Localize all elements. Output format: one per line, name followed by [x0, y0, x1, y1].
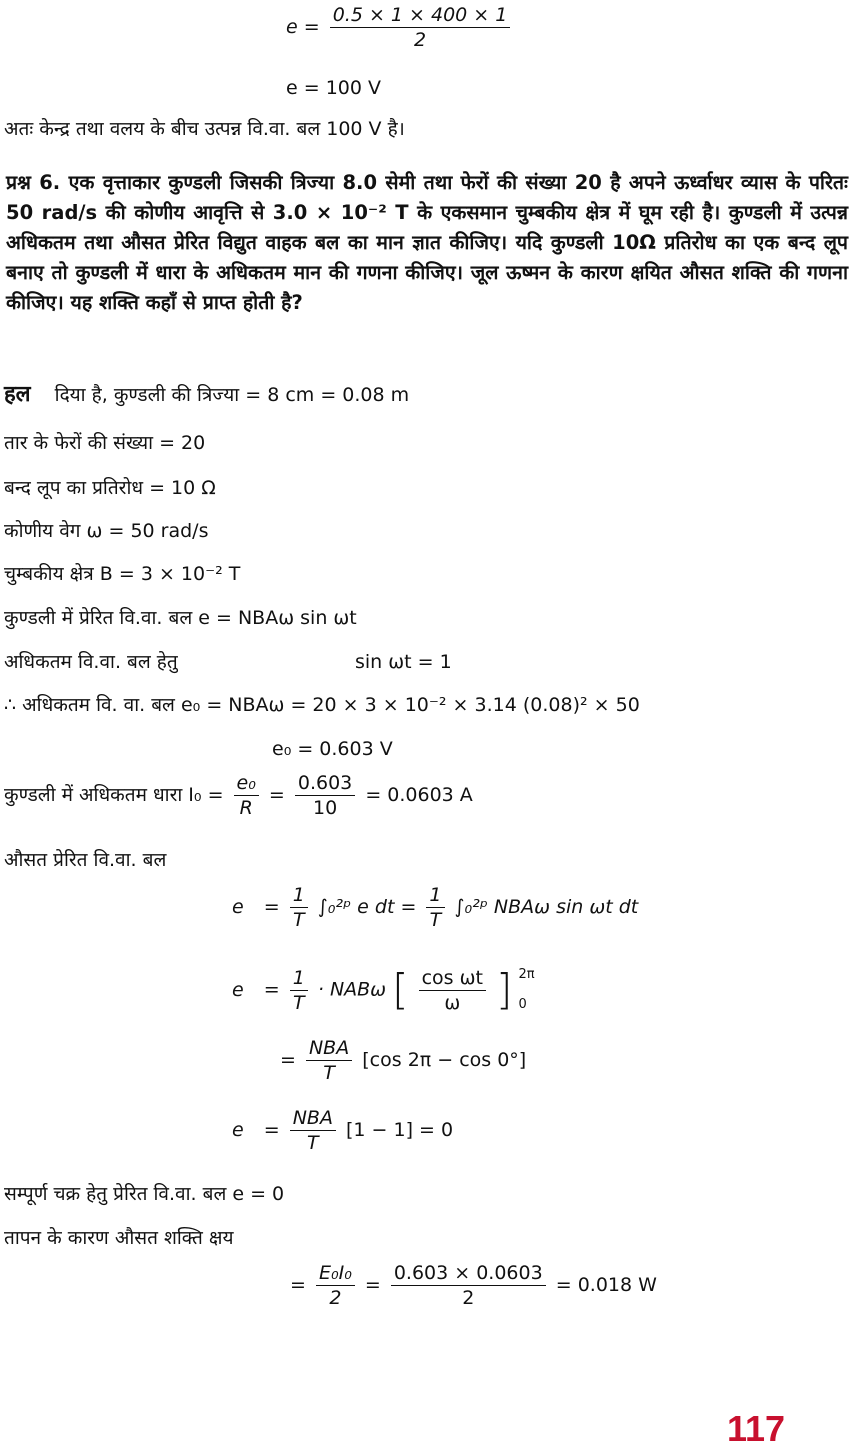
- power-loss-label: तापन के कारण औसत शक्ति क्षय: [4, 1227, 234, 1249]
- turns-line: तार के फेरों की संख्या = 20: [4, 432, 206, 454]
- average-emf-line-4: [232, 1107, 453, 1154]
- full-cycle-line: सम्पूर्ण चक्र हेतु प्रेरित वि.वा. बल e = 0: [4, 1183, 285, 1205]
- question-paragraph: [6, 168, 848, 318]
- fraction: [306, 1037, 352, 1084]
- average-emf-line-1: [232, 884, 638, 931]
- fraction: [391, 1262, 546, 1309]
- denominator: T: [429, 909, 442, 931]
- denominator: 2: [329, 1287, 342, 1309]
- equals-sign: =: [263, 896, 280, 918]
- equals-sign: =: [364, 1274, 381, 1296]
- fraction: [295, 772, 355, 819]
- given-radius: दिया है, कुण्डली की त्रिज्या = 8 cm = 0.08 m: [54, 384, 410, 406]
- denominator: T: [307, 1132, 319, 1154]
- e-fraction-line: [286, 4, 514, 51]
- fraction: [290, 967, 308, 1014]
- fraction: [234, 772, 259, 819]
- induced-emf-line: कुण्डली में प्रेरित वि.वा. बल e = NBAω sin ωt: [4, 607, 357, 629]
- denominator: 2: [462, 1287, 475, 1309]
- e-symbol: e: [232, 978, 244, 1001]
- numerator: 0.603: [295, 772, 355, 796]
- numerator: 0.603 × 0.0603: [391, 1262, 546, 1286]
- denominator: 2: [413, 29, 427, 51]
- equals-sign: =: [268, 784, 285, 806]
- integral-expression: ∫₀²ᵖ NBAω sin ωt dt: [454, 896, 639, 918]
- e-lhs: e =: [286, 16, 320, 38]
- average-emf-line-3: [280, 1037, 526, 1084]
- solution-line-radius: [4, 383, 409, 407]
- magnetic-field-line: चुम्बकीय क्षेत्र B = 3 × 10⁻² T: [4, 563, 241, 585]
- denominator: T: [292, 909, 305, 931]
- max-emf-line: ∴ अधिकतम वि. वा. बल e₀ = NBAω = 20 × 3 × 10⁻² × 3.14 (0.08)² × 50: [4, 694, 640, 716]
- equals-sign: =: [280, 1049, 296, 1071]
- resistance-line: बन्द लूप का प्रतिरोध = 10 Ω: [4, 477, 216, 499]
- page-number: 117: [727, 1408, 786, 1449]
- solution-label: हल: [4, 382, 31, 407]
- power-loss-result: = 0.018 W: [555, 1274, 657, 1296]
- numerator: 1: [290, 884, 308, 908]
- average-emf-zero: [1 − 1] = 0: [346, 1119, 454, 1141]
- conclusion-text: अतः केन्द्र तथा वलय के बीच उत्पन्न वि.वा. बल 100 V है।: [4, 118, 405, 140]
- max-current-label: कुण्डली में अधिकतम धारा I₀ =: [4, 784, 224, 806]
- max-current-line: [4, 772, 473, 819]
- denominator: T: [292, 991, 305, 1014]
- question-label: प्रश्न 6.: [6, 171, 61, 194]
- numerator: cos ωt: [419, 967, 486, 991]
- limits: [518, 960, 534, 1020]
- fraction: [330, 4, 511, 51]
- denominator: ω: [444, 991, 461, 1014]
- equals-sign: =: [263, 1119, 280, 1141]
- denominator: R: [239, 797, 253, 819]
- numerator: NBA: [306, 1037, 352, 1061]
- fraction: [290, 1107, 336, 1154]
- e-symbol: e: [232, 1119, 244, 1141]
- denominator: 10: [312, 797, 338, 819]
- max-condition-value: sin ωt = 1: [355, 651, 452, 673]
- e-symbol: e: [232, 896, 244, 918]
- upper-limit: 2π: [518, 967, 535, 982]
- nabw-term: · NABω: [317, 978, 387, 1001]
- fraction: [419, 967, 486, 1014]
- denominator: T: [323, 1062, 335, 1084]
- numerator: 0.5 × 1 × 400 × 1: [330, 4, 511, 28]
- fraction: [290, 884, 308, 931]
- integral-expression: ∫₀²ᵖ e dt =: [317, 896, 417, 918]
- lower-limit: 0: [518, 997, 527, 1012]
- equals-sign: =: [290, 1274, 306, 1296]
- fraction: [426, 884, 444, 931]
- numerator: E₀I₀: [316, 1262, 355, 1286]
- average-emf-line-2: [232, 960, 535, 1020]
- average-emf-label: औसत प्रेरित वि.वा. बल: [4, 849, 167, 871]
- max-current-result: = 0.0603 A: [365, 784, 473, 806]
- left-bracket-icon: [: [392, 965, 409, 1014]
- max-condition-label: अधिकतम वि.वा. बल हेतु: [4, 651, 178, 673]
- numerator: NBA: [290, 1107, 336, 1131]
- right-bracket-icon: ]: [496, 965, 513, 1014]
- angular-velocity-line: कोणीय वेग ω = 50 rad/s: [4, 520, 209, 542]
- numerator: e₀: [234, 772, 259, 796]
- fraction: [316, 1262, 355, 1309]
- power-loss-line: [290, 1262, 657, 1309]
- numerator: 1: [426, 884, 444, 908]
- equals-sign: =: [263, 978, 280, 1001]
- e-result: e = 100 V: [286, 77, 381, 99]
- e0-value: e₀ = 0.603 V: [272, 738, 393, 760]
- cos-difference: [cos 2π − cos 0°]: [362, 1049, 527, 1071]
- numerator: 1: [290, 967, 308, 991]
- question-text: एक वृत्ताकार कुण्डली जिसकी त्रिज्या 8.0 सेमी तथा फेरों की संख्या 20 है अपने ऊर्ध्वाधर व्यास के परितः 50 rad/s की कोणीय आवृत्ति से 3.0 × 10⁻² T के एकसमान चुम्बकीय क्षेत्र में घूम रही है। कुण्डली में उत्पन्न अधिकतम तथा औसत प्रेरित विद्युत वाहक बल का मान ज्ञात कीजिए। यदि कुण्डली 10Ω प्रतिरोध का एक बन्द लूप बनाए तो कुण्डली में धारा के अधिकतम मान की गणना कीजिए। जूल ऊष्मन के कारण क्षयित औसत शक्ति की गणना कीजिए। यह शक्ति कहाँ से प्राप्त होती है?: [6, 171, 848, 314]
